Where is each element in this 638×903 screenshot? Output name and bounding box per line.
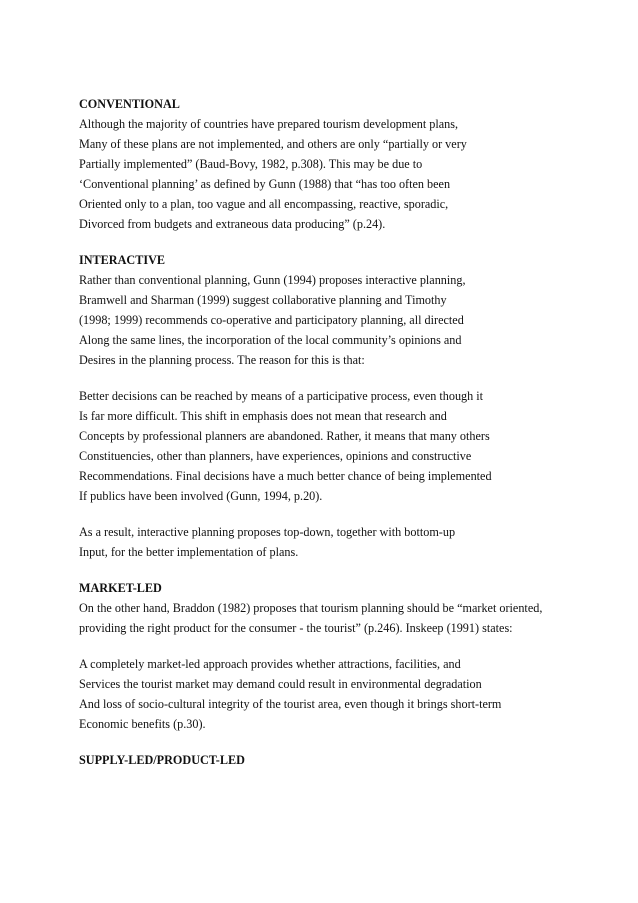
text-line: ‘Conventional planning’ as defined by Gunn (1988) that “has too often been [79, 177, 451, 191]
paragraph-gap [79, 370, 579, 386]
text-line: Services the tourist market may demand could result in environmental degradation [79, 677, 482, 691]
text-line: A completely market-led approach provides whether attractions, facilities, and [79, 657, 461, 671]
text-line: And loss of socio-cultural integrity of the tourist area, even though it brings short-term [79, 697, 502, 711]
text-line: Recommendations. Final decisions have a much better chance of being implemented [79, 469, 492, 483]
text-line: Along the same lines, the incorporation of the local community’s opinions and [79, 333, 462, 347]
paragraph-gap [79, 638, 579, 654]
section-heading: INTERACTIVE [79, 253, 166, 267]
paragraph [79, 598, 579, 638]
text-line: Partially implemented” (Baud-Bovy, 1982, p.308). This may be due to [79, 157, 423, 171]
text-line: Economic benefits (p.30). [79, 717, 206, 731]
paragraph [79, 270, 579, 370]
text-line: Better decisions can be reached by means of a participative process, even though it [79, 389, 484, 403]
block-quote [79, 386, 579, 506]
block-quote [79, 654, 579, 734]
text-line: If publics have been involved (Gunn, 1994, p.20). [79, 489, 323, 503]
text-line: Is far more difficult. This shift in emphasis does not mean that research and [79, 409, 447, 423]
text-line: Constituencies, other than planners, have experiences, opinions and constructive [79, 449, 472, 463]
text-line: As a result, interactive planning proposes top-down, together with bottom-up [79, 525, 456, 539]
text-line: Oriented only to a plan, too vague and all encompassing, reactive, sporadic, [79, 197, 449, 211]
text-line: providing the right product for the consumer - the tourist” (p.246). Inskeep (1991) states: [79, 621, 513, 635]
text-line: (1998; 1999) recommends co-operative and participatory planning, all directed [79, 313, 464, 327]
section-interactive [79, 250, 579, 562]
text-line: On the other hand, Braddon (1982) proposes that tourism planning should be “market oriented, [79, 601, 543, 615]
paragraph [79, 114, 579, 234]
paragraph [79, 522, 579, 562]
document-body [79, 94, 579, 786]
text-line: Many of these plans are not implemented, and others are only “partially or very [79, 137, 467, 151]
text-line: Concepts by professional planners are abandoned. Rather, it means that many others [79, 429, 490, 443]
text-line: Desires in the planning process. The reason for this is that: [79, 353, 365, 367]
text-line: Bramwell and Sharman (1999) suggest collaborative planning and Timothy [79, 293, 447, 307]
section-heading: SUPPLY-LED/PRODUCT-LED [79, 753, 245, 767]
paragraph-gap [79, 506, 579, 522]
section-market-led [79, 578, 579, 734]
section-heading: CONVENTIONAL [79, 97, 180, 111]
text-line: Divorced from budgets and extraneous data producing” (p.24). [79, 217, 386, 231]
text-line: Input, for the better implementation of plans. [79, 545, 299, 559]
section-supply-led [79, 750, 579, 770]
section-conventional [79, 94, 579, 234]
text-line: Although the majority of countries have prepared tourism development plans, [79, 117, 459, 131]
text-line: Rather than conventional planning, Gunn (1994) proposes interactive planning, [79, 273, 466, 287]
section-heading: MARKET-LED [79, 581, 162, 595]
